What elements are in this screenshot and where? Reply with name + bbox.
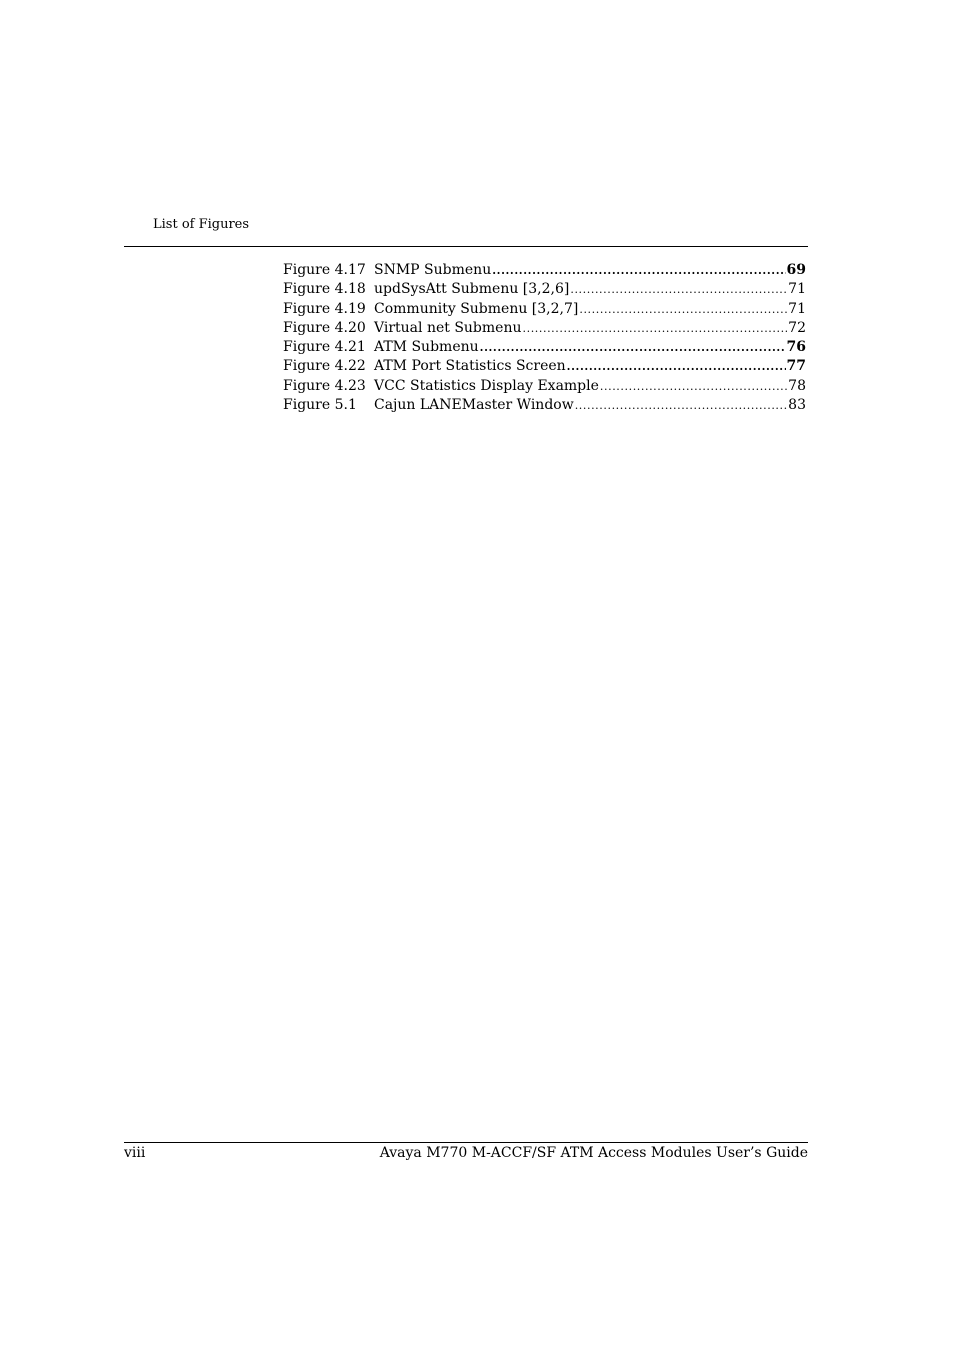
footer-page-number: viii xyxy=(124,1145,146,1161)
toc-entry[interactable] xyxy=(283,377,806,396)
toc-entry[interactable] xyxy=(283,261,806,280)
figure-title: SNMP Submenu xyxy=(374,262,492,278)
footer-divider xyxy=(124,1142,808,1143)
figure-number: Figure 4.18 xyxy=(283,281,366,298)
header-divider xyxy=(124,246,808,247)
page-number: 69 xyxy=(786,262,806,278)
toc-entry[interactable] xyxy=(283,280,806,299)
figure-title: Virtual net Submenu xyxy=(374,319,522,336)
page-number: 72 xyxy=(788,319,806,336)
dot-leader xyxy=(480,338,786,357)
figure-number: Figure 4.20 xyxy=(283,319,366,336)
toc-entry[interactable] xyxy=(283,319,806,338)
figure-number: Figure 5.1 xyxy=(283,397,357,414)
figure-title: Cajun LANEMaster Window xyxy=(374,397,574,414)
page-number: 77 xyxy=(786,358,806,375)
page-number: 71 xyxy=(788,281,806,298)
figure-title: updSysAtt Submenu [3,2,6] xyxy=(374,281,570,298)
toc-entry[interactable] xyxy=(283,300,806,319)
dot-leader xyxy=(492,261,785,280)
dot-leader xyxy=(570,280,787,299)
page-number: 76 xyxy=(786,339,806,356)
toc-entry[interactable] xyxy=(283,396,806,415)
dot-leader xyxy=(567,357,786,376)
figure-title: Community Submenu [3,2,7] xyxy=(374,300,579,317)
figure-number: Figure 4.23 xyxy=(283,377,366,394)
toc-entry[interactable] xyxy=(283,338,806,357)
toc-entry[interactable] xyxy=(283,357,806,376)
figure-number: Figure 4.22 xyxy=(283,358,366,375)
page-number: 71 xyxy=(788,300,806,317)
dot-leader xyxy=(575,396,787,415)
figure-number: Figure 4.19 xyxy=(283,300,366,317)
running-header: List of Figures xyxy=(153,217,250,232)
page-number: 78 xyxy=(788,377,806,394)
dot-leader xyxy=(579,300,787,319)
figure-number: Figure 4.21 xyxy=(283,339,366,356)
figure-title: ATM Port Statistics Screen xyxy=(374,358,566,375)
figure-title: VCC Statistics Display Example xyxy=(374,377,599,394)
footer-book-title: Avaya M770 M-ACCF/SF ATM Access Modules User’s Guide xyxy=(379,1145,808,1161)
page-number: 83 xyxy=(788,397,806,414)
figure-title: ATM Submenu xyxy=(374,339,479,356)
dot-leader xyxy=(600,377,787,396)
dot-leader xyxy=(523,319,788,338)
list-of-figures xyxy=(283,261,806,415)
figure-number: Figure 4.17 xyxy=(283,262,366,278)
